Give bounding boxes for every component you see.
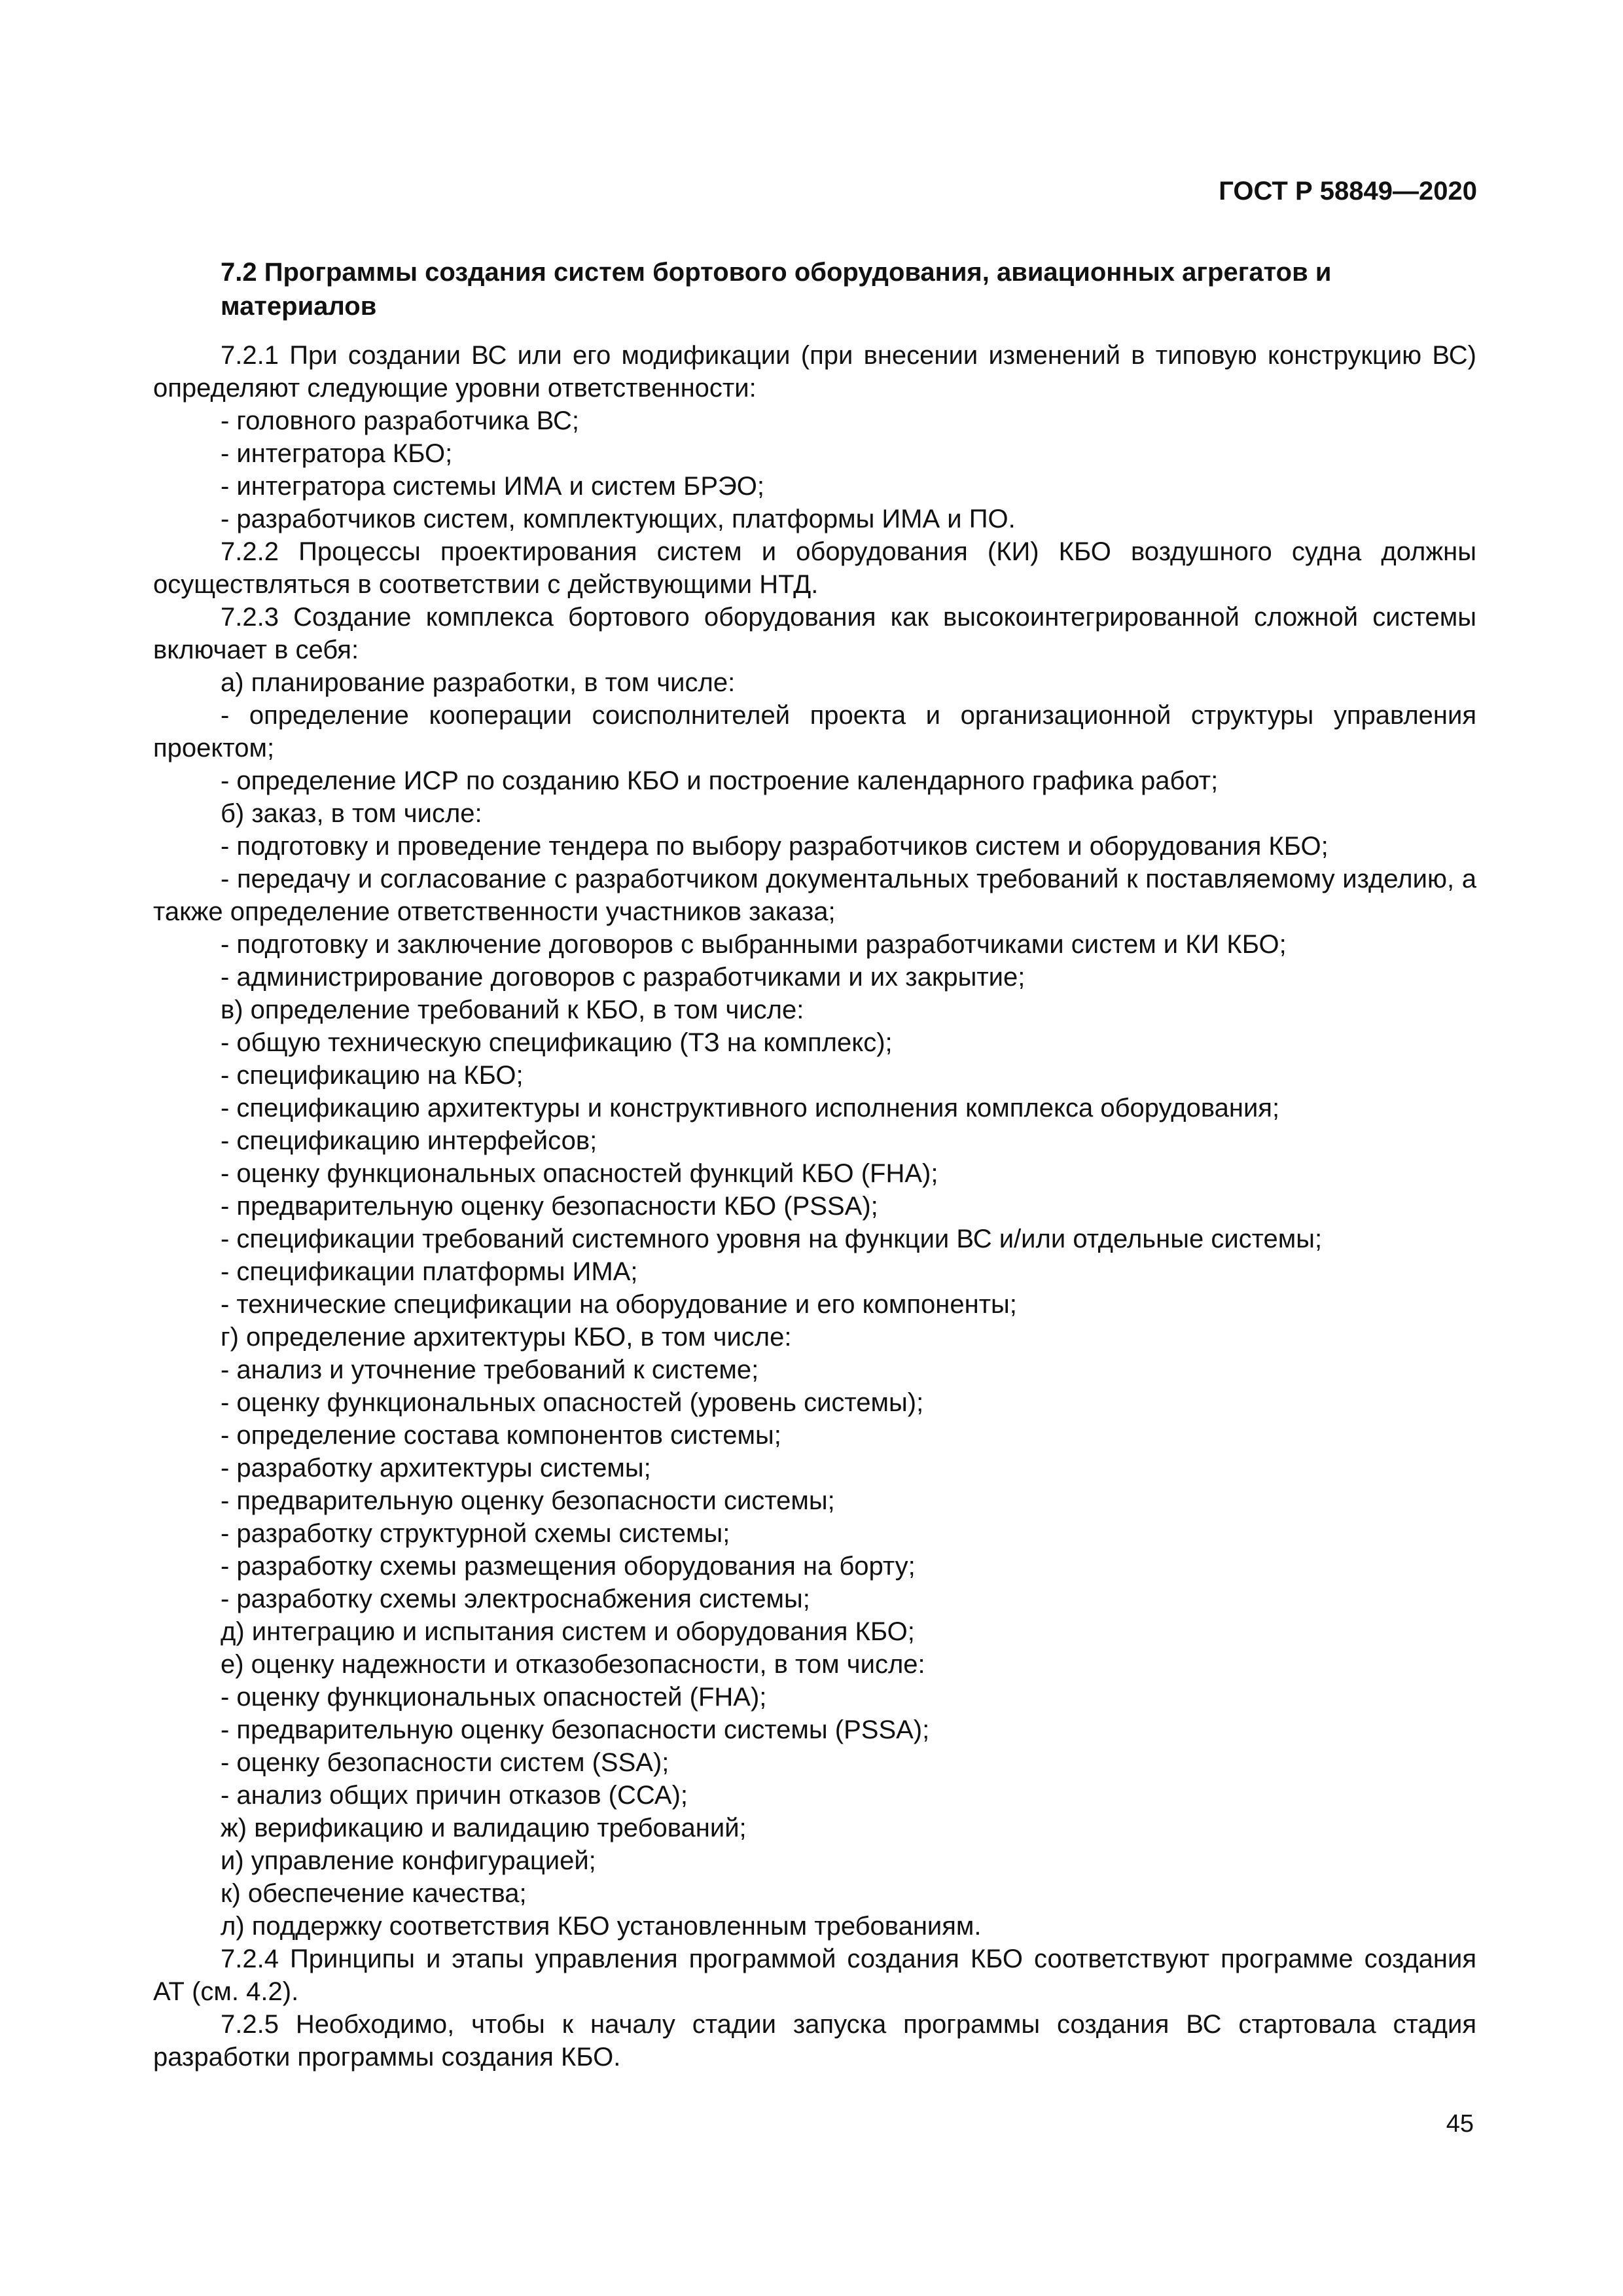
list-item: - определение состава компонентов системы; xyxy=(221,1421,781,1450)
page-number: 45 xyxy=(1446,2110,1474,2138)
list-item: - оценку функциональных опасностей (уровень системы); xyxy=(221,1388,924,1417)
paragraph-7-2-5: 7.2.5 Необходимо, чтобы к началу стадии запуска программы создания ВС стартовала стадия разработки программы создания КБО. xyxy=(153,2010,1476,2072)
list-item: - оценку функциональных опасностей функций КБО (FHA); xyxy=(221,1159,938,1188)
list-item: - интегратора системы ИМА и систем БРЭО; xyxy=(221,472,765,501)
list-item: - определение ИСР по созданию КБО и построение календарного графика работ; xyxy=(221,766,1219,795)
paragraph-7-2-1: 7.2.1 При создании ВС или его модификации (при внесении изменений в типовую конструкцию ВС) определяют следующие уровни ответственности: xyxy=(153,341,1476,403)
list-item: - разработку схемы электроснабжения системы; xyxy=(221,1585,810,1613)
list-item: - анализ общих причин отказов (ССА); xyxy=(221,1781,688,1810)
list-item-wrapped: - определение кооперации соисполнителей проекта и организационной структуры управления проектом; xyxy=(153,701,1476,762)
list-item: - подготовку и заключение договоров с выбранными разработчиками систем и КИ КБО; xyxy=(221,930,1287,959)
list-item: - спецификацию интерфейсов; xyxy=(221,1126,597,1155)
list-heading: д) интеграцию и испытания систем и оборудования КБО; xyxy=(221,1617,915,1646)
list-heading: л) поддержку соответствия КБО установленным требованиям. xyxy=(221,1912,982,1941)
list-item: - анализ и уточнение требований к системе; xyxy=(221,1355,759,1384)
list-item: - спецификацию архитектуры и конструктивного исполнения комплекса оборудования; xyxy=(221,1094,1280,1122)
list-item: - разработку структурной схемы системы; xyxy=(221,1519,730,1548)
list-item: - администрирование договоров с разработчиками и их закрытие; xyxy=(221,963,1026,992)
list-item: - технические спецификации на оборудование и его компоненты; xyxy=(221,1290,1017,1319)
list-item: - разработчиков систем, комплектующих, платформы ИМА и ПО. xyxy=(221,505,1016,533)
list-heading: ж) верификацию и валидацию требований; xyxy=(221,1814,747,1842)
list-item: - разработку схемы размещения оборудования на борту; xyxy=(221,1552,916,1581)
list-heading: б) заказ, в том числе: xyxy=(221,799,482,828)
list-item: - подготовку и проведение тендера по выбору разработчиков систем и оборудования КБО; xyxy=(221,832,1329,861)
list-heading: г) определение архитектуры КБО, в том числе: xyxy=(221,1323,792,1352)
document-code-header: ГОСТ Р 58849—2020 xyxy=(1219,177,1477,206)
list-item: - общую техническую спецификацию (ТЗ на комплекс); xyxy=(221,1028,893,1057)
paragraph-7-2-2: 7.2.2 Процессы проектирования систем и оборудования (КИ) КБО воздушного судна должны осуществляться в соответствии с действующими НТД. xyxy=(153,537,1476,599)
list-item: - спецификации требований системного уровня на функции ВС и/или отдельные системы; xyxy=(221,1225,1323,1253)
list-item: - оценку безопасности систем (SSA); xyxy=(221,1748,669,1777)
list-item-wrapped: - передачу и согласование с разработчиком документальных требований к поставляемому изделию, а также определение ответственности участников заказа; xyxy=(153,865,1476,926)
list-item: - предварительную оценку безопасности КБО (PSSA); xyxy=(221,1192,878,1221)
list-item: - разработку архитектуры системы; xyxy=(221,1454,651,1482)
paragraph-7-2-4: 7.2.4 Принципы и этапы управления программой создания КБО соответствуют программе создания АТ (см. 4.2). xyxy=(153,1945,1476,2006)
list-heading: е) оценку надежности и отказобезопасности, в том числе: xyxy=(221,1650,925,1679)
list-item: - предварительную оценку безопасности системы; xyxy=(221,1486,835,1515)
list-item: - спецификацию на КБО; xyxy=(221,1061,524,1090)
page-content xyxy=(153,255,1476,2073)
list-heading: в) определение требований к КБО, в том числе: xyxy=(221,996,804,1024)
paragraph-7-2-3: 7.2.3 Создание комплекса бортового оборудования как высокоинтегрированной сложной системы включает в себя: xyxy=(153,603,1476,664)
list-item: - оценку функциональных опасностей (FHA); xyxy=(221,1683,767,1712)
list-heading: и) управление конфигурацией; xyxy=(221,1846,596,1875)
list-item: - интегратора КБО; xyxy=(221,439,453,468)
section-title: 7.2 Программы создания систем бортового оборудования, авиационных агрегатов и материалов xyxy=(221,258,1332,321)
list-heading: а) планирование разработки, в том числе: xyxy=(221,668,736,697)
list-item: - предварительную оценку безопасности системы (PSSA); xyxy=(221,1715,930,1744)
list-heading: к) обеспечение качества; xyxy=(221,1879,527,1908)
list-item: - головного разработчика ВС; xyxy=(221,406,579,435)
list-item: - спецификации платформы ИМА; xyxy=(221,1257,638,1286)
